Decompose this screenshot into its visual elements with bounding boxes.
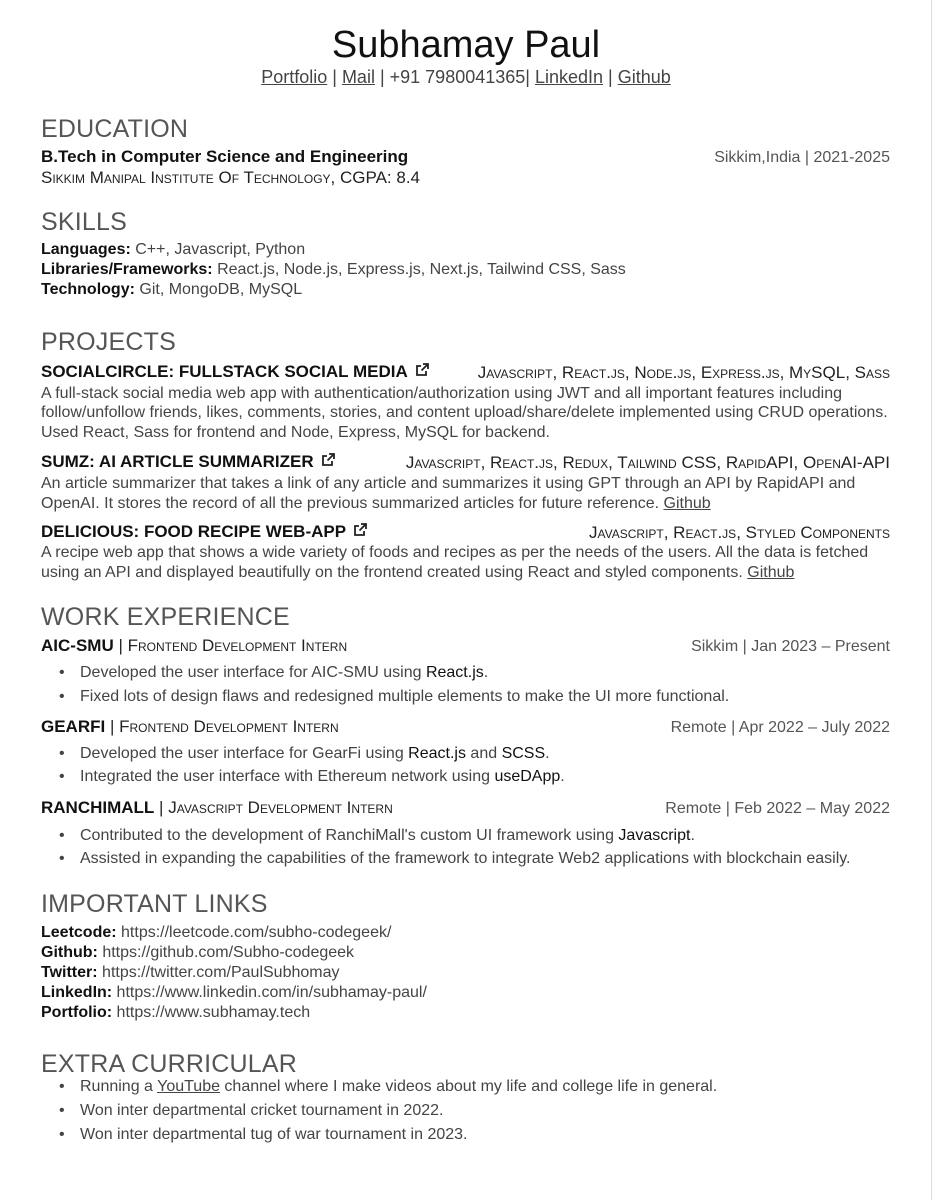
link-row-portfolio: Portfolio: https://www.subhamay.tech — [41, 1004, 311, 1021]
project-desc-line: Used React, Sass for frontend and Node, Express, MySQL for backend. — [41, 424, 550, 441]
job-bullet: • Developed the user interface for GearFi using React.js and SCSS. — [62, 745, 550, 763]
job-bullet: • Fixed lots of design flaws and redesigned multiple elements to make the UI more functional. — [62, 688, 729, 706]
linkedin-link[interactable]: LinkedIn — [534, 67, 604, 87]
project-tech-sumz: Javascript, React.js, Redux, Tailwind CSS, RapidAPI, OpenAI-API — [405, 453, 890, 472]
job-meta: Remote | Feb 2022 – May 2022 — [665, 800, 890, 817]
external-link-icon[interactable] — [320, 452, 336, 468]
education-heading: EDUCATION — [41, 115, 189, 143]
github-link[interactable]: Github — [617, 67, 671, 87]
link-row-github: Github: https://github.com/Subho-codegeek — [41, 944, 355, 961]
institute-name: Sikkim Manipal Institute Of Technology, CGPA: 8.4 — [41, 168, 420, 187]
job-bullet: • Contributed to the development of RanchiMall's custom UI framework using Javascript. — [62, 827, 695, 845]
delicious-github-link[interactable]: Github — [747, 564, 795, 581]
projects-heading: PROJECTS — [41, 328, 176, 356]
job-bullet: • Developed the user interface for AIC-SMU using React.js. — [62, 664, 488, 682]
extra-bullet: • Won inter departmental tug of war tournament in 2023. — [62, 1126, 467, 1144]
project-desc-line: A recipe web app that shows a wide variety of foods and recipes as per the needs of the users. All the data is fetched — [41, 544, 869, 561]
external-link-icon[interactable] — [352, 522, 368, 538]
job-meta: Remote | Apr 2022 – July 2022 — [670, 719, 890, 736]
skills-heading: SKILLS — [41, 208, 127, 236]
job-meta: Sikkim | Jan 2023 – Present — [691, 638, 890, 655]
project-tech-delicious: Javascript, React.js, Styled Components — [589, 523, 890, 542]
skills-row-frameworks: Libraries/Frameworks: React.js, Node.js, Express.js, Next.js, Tailwind CSS, Sass — [41, 261, 626, 278]
portfolio-link[interactable]: Portfolio — [261, 67, 328, 87]
links-heading: IMPORTANT LINKS — [41, 890, 268, 918]
extra-bullet: • Running a YouTube channel where I make videos about my life and college life in general. — [62, 1078, 717, 1096]
work-heading: WORK EXPERIENCE — [41, 603, 290, 631]
degree-title: B.Tech in Computer Science and Engineering — [41, 147, 409, 166]
extra-bullet: • Won inter departmental cricket tournament in 2022. — [62, 1102, 443, 1120]
job-header-ranchimall: RANCHIMALL | Javascript Development Intern — [41, 798, 393, 817]
project-tech-socialcircle: Javascript, React.js, Node.js, Express.js, MySQL, Sass — [477, 363, 890, 382]
sumz-github-link[interactable]: Github — [663, 495, 711, 512]
youtube-link[interactable]: YouTube — [157, 1078, 220, 1095]
job-header-gearfi: GEARFI | Frontend Development Intern — [41, 717, 339, 736]
skills-row-languages: Languages: C++, Javascript, Python — [41, 241, 306, 258]
job-bullet: • Integrated the user interface with Ethereum network using useDApp. — [62, 768, 565, 786]
project-title-socialcircle: SOCIALCIRCLE: FULLSTACK SOCIAL MEDIA — [41, 362, 430, 382]
extra-heading: EXTRA CURRICULAR — [41, 1050, 298, 1078]
project-desc-line: An article summarizer that takes a link of any article and summarizes it using GPT through an API by RapidAPI and — [41, 475, 856, 492]
job-bullet: • Assisted in expanding the capabilities of the framework to integrate Web2 applications with blockchain easily. — [62, 850, 851, 868]
contact-line: Portfolio | Mail | +91 7980041365| LinkedIn | Github — [261, 67, 671, 87]
link-row-linkedin: LinkedIn: https://www.linkedin.com/in/subhamay-paul/ — [41, 984, 427, 1001]
link-row-leetcode: Leetcode: https://leetcode.com/subho-codegeek/ — [41, 924, 392, 941]
external-link-icon[interactable] — [414, 362, 430, 378]
project-title-delicious: DELICIOUS: FOOD RECIPE WEB-APP — [41, 522, 368, 542]
job-header-aic: AIC-SMU | Frontend Development Intern — [41, 636, 348, 655]
skills-row-technology: Technology: Git, MongoDB, MySQL — [41, 281, 303, 298]
project-title-sumz: SUMZ: AI ARTICLE SUMMARIZER — [41, 452, 336, 472]
link-row-twitter: Twitter: https://twitter.com/PaulSubhomay — [41, 964, 340, 981]
phone-number: +91 7980041365 — [389, 67, 526, 87]
project-desc-line: using an API and displayed beautifully on the frontend created using React and styled components. Github — [41, 564, 795, 581]
education-location-date: Sikkim,India | 2021-2025 — [714, 149, 890, 166]
project-desc-line: A full-stack social media web app with authentication/authorization using JWT and all important features including — [41, 385, 843, 402]
project-desc-line: follow/unfollow friends, likes, comments, stories, and content upload/share/delete implemented using CRUD operations. — [41, 404, 888, 421]
candidate-name: Subhamay Paul — [331, 24, 601, 66]
mail-link[interactable]: Mail — [341, 67, 375, 87]
project-desc-line: OpenAI. It stores the record of all the previous summarized articles for future reference. Github — [41, 495, 711, 512]
